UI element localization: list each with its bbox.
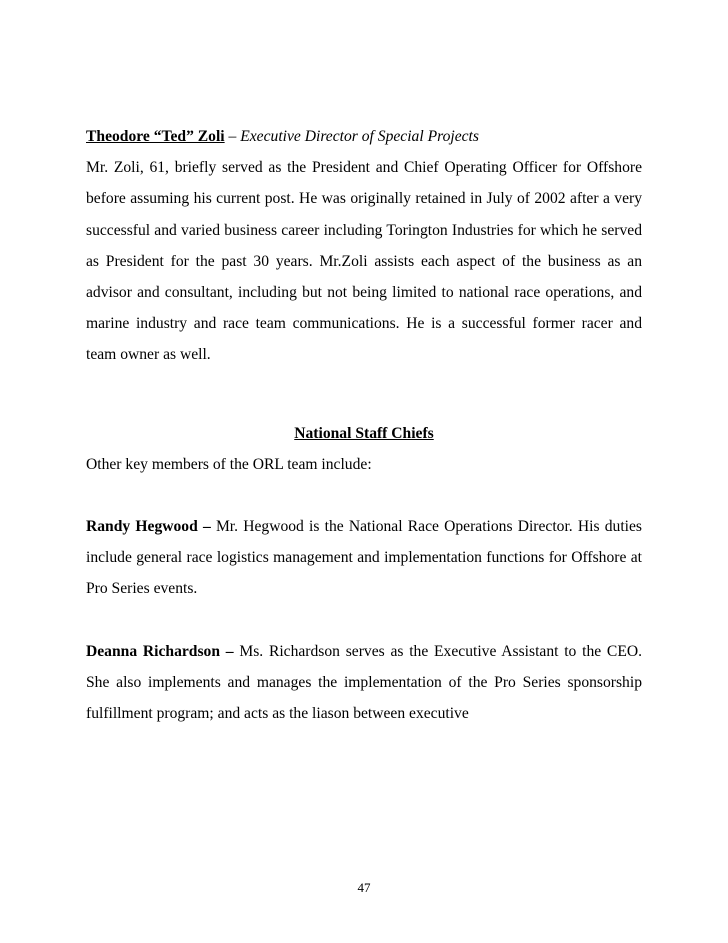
page-number: 47 xyxy=(357,880,371,895)
richardson-dash: – xyxy=(220,642,240,660)
zoli-title-line xyxy=(86,121,642,152)
section-intro: Other key members of the ORL team include: xyxy=(86,455,372,473)
hegwood-name: Randy Hegwood xyxy=(86,518,198,536)
zoli-bio-paragraph: Mr. Zoli, 61, briefly served as the President and Chief Operating Officer for Offshore before assuming his current post. He was originally retained in July of 2002 after a very successful and varied business career including Torington Industries for which he served as President for the past 30 years. Mr.Zoli assists each aspect of the business as an advisor and consultant, including but not being limited to national race operations, and marine industry and race team communications. He is a successful former racer and team owner as well. xyxy=(86,159,642,364)
richardson-name: Deanna Richardson xyxy=(86,642,221,660)
richardson-bio-paragraph xyxy=(86,636,642,730)
section-heading: National Staff Chiefs xyxy=(294,424,434,442)
zoli-name: Theodore “Ted” Zoli xyxy=(86,128,225,145)
richardson-bio-text: Ms. Richardson serves as the Executive Assistant to the CEO. She also implements and manages the implementation of the Pro Series sponsorship fulfillment program; and acts as the liason between executive xyxy=(86,642,643,723)
zoli-position: Executive Director of Special Projects xyxy=(240,128,479,145)
page-content xyxy=(86,121,642,729)
hegwood-bio-paragraph xyxy=(86,511,642,605)
hegwood-bio-text: Mr. Hegwood is the National Race Operations Director. His duties include general race logistics management and implementation functions for Offshore at Pro Series events. xyxy=(86,518,642,598)
hegwood-dash: – xyxy=(197,518,216,536)
zoli-dash: – xyxy=(224,128,241,145)
